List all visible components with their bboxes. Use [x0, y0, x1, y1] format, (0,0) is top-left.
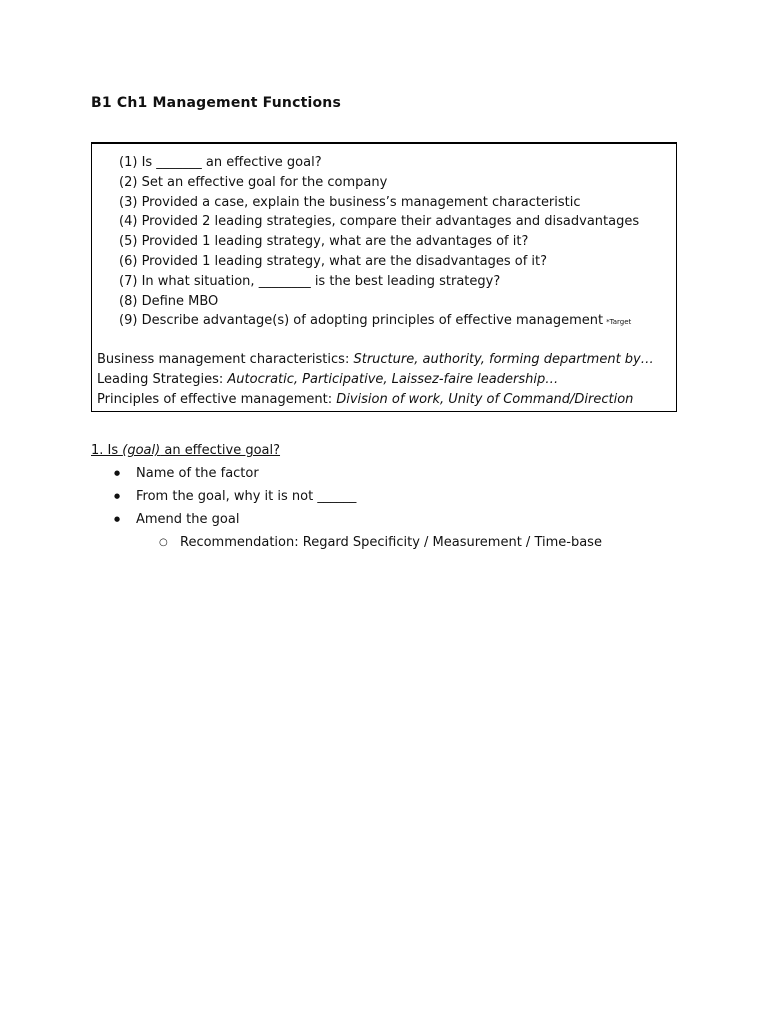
target-note: *Target	[606, 318, 632, 327]
sub-bullet-list	[91, 531, 602, 554]
question-text: Describe advantage(s) of adopting principles of effective management	[141, 313, 604, 329]
bullet-item: ● From the goal, why it is not ______	[91, 485, 602, 508]
question-number: (5)	[119, 234, 138, 250]
question-item	[119, 153, 639, 173]
question-item	[119, 232, 639, 252]
bullet-item: ● Name of the factor	[91, 462, 602, 485]
question-number: (4)	[119, 214, 138, 230]
question-text: Define MBO	[141, 293, 219, 309]
heading-suffix: an effective goal?	[160, 443, 281, 458]
info-value: Autocratic, Participative, Laissez-faire leadership…	[227, 371, 559, 387]
question-item	[119, 272, 639, 292]
question-item	[119, 292, 639, 312]
question-text: In what situation, ________ is the best leading strategy?	[141, 273, 501, 289]
bullet-list	[91, 462, 602, 531]
question-text: Set an effective goal for the company	[141, 174, 388, 190]
section-heading	[91, 440, 602, 462]
question-number: (3)	[119, 194, 138, 210]
info-value: Structure, authority, forming department by…	[353, 352, 654, 367]
question-number: (8)	[119, 293, 138, 309]
question-item	[119, 173, 639, 193]
info-lines	[97, 350, 654, 409]
info-line	[97, 350, 654, 370]
question-item	[119, 193, 639, 213]
info-line	[97, 370, 654, 390]
question-item	[119, 252, 639, 272]
question-number: (9)	[119, 313, 138, 329]
question-number: (2)	[119, 174, 138, 190]
question-summary-box	[91, 142, 677, 412]
question-text: Provided 1 leading strategy, what are the advantages of it?	[141, 234, 529, 250]
sub-bullet-item: ○ Recommendation: Regard Specificity / Measurement / Time-base	[91, 531, 602, 554]
question-list	[119, 153, 639, 331]
info-value: Division of work, Unity of Command/Direction	[336, 391, 634, 407]
info-label: Business management characteristics:	[97, 352, 350, 367]
question-item	[119, 212, 639, 232]
info-label: Principles of effective management:	[97, 391, 333, 407]
question-item	[119, 311, 639, 331]
heading-prefix: 1. Is	[91, 443, 123, 458]
question-number: (1)	[119, 155, 138, 170]
question-text: Provided 1 leading strategy, what are the disadvantages of it?	[141, 253, 548, 269]
bullet-item: ● Amend the goal	[91, 508, 602, 531]
heading-italic: (goal)	[122, 443, 161, 458]
question-text: Provided a case, explain the business’s management characteristic	[141, 194, 581, 210]
question-text: Provided 2 leading strategies, compare their advantages and disadvantages	[141, 214, 640, 230]
info-label: Leading Strategies:	[97, 371, 224, 387]
question-number: (7)	[119, 273, 138, 289]
info-line	[97, 390, 654, 410]
page-title: B1 Ch1 Management Functions	[91, 95, 341, 111]
question-text: Is _______ an effective goal?	[141, 155, 322, 170]
question-number: (6)	[119, 253, 138, 269]
section-goal	[91, 440, 602, 554]
